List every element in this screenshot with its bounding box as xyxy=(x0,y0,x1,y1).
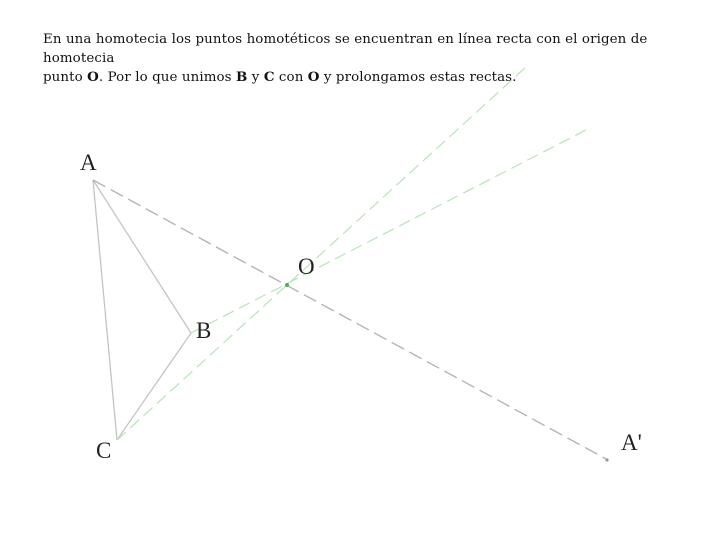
caption-point-o-2: O xyxy=(307,69,320,85)
caption-point-o: O xyxy=(87,69,99,85)
label-a-prime: A' xyxy=(621,430,642,455)
caption-point-b: B xyxy=(236,69,248,85)
caption-point-c: C xyxy=(263,69,275,85)
label-b: B xyxy=(196,318,212,343)
caption-fragment: . Por lo que unimos xyxy=(98,70,236,85)
line-a-to-a-prime xyxy=(93,180,608,460)
label-c: C xyxy=(96,438,112,463)
label-a: A xyxy=(80,150,97,175)
caption-fragment: punto xyxy=(43,70,88,85)
caption-fragment: con xyxy=(274,70,308,85)
center-point-o xyxy=(285,283,289,287)
segment-ac xyxy=(93,180,117,440)
line-b-through-o xyxy=(191,128,590,333)
line-c-through-o xyxy=(117,67,526,440)
caption-fragment: y prolongamos estas rectas. xyxy=(319,70,517,85)
caption-fragment: y xyxy=(247,70,264,85)
label-o: O xyxy=(298,254,315,279)
caption-line-1: En una homotecia los puntos homotéticos se encuentran en línea recta con el origen de homotecia xyxy=(43,32,648,66)
segment-bc xyxy=(117,333,191,440)
segment-ab xyxy=(93,180,191,333)
point-a-prime xyxy=(605,458,608,461)
